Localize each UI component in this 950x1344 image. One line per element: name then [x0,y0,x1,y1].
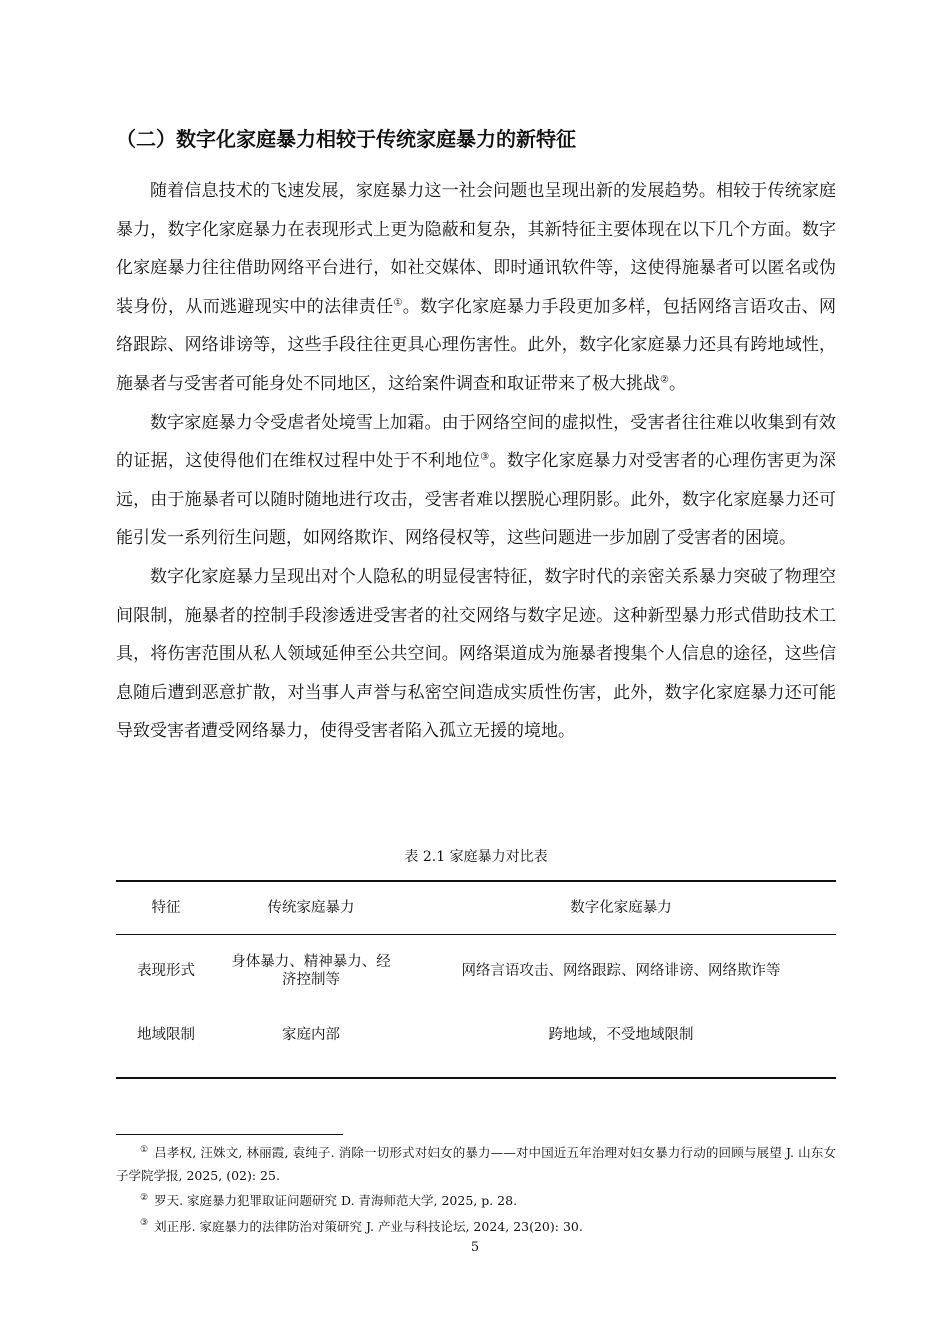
table-caption: 表 2.1 家庭暴力对比表 [404,849,548,865]
footnote-mark: ① [140,1144,149,1155]
paragraph-1 [116,172,836,404]
footnote-mark: ③ [140,1218,149,1229]
paragraph-1-text-c: 。 [668,373,686,394]
comparison-table [116,880,836,1079]
footnote-2 [116,1190,836,1213]
paragraph-1-text-b: 。数字化家庭暴力手段更加多样，包括网络言语攻击、网络跟踪、网络诽谤等，这些手段往往更具心理伤害性。此外，数字化家庭暴力还具有跨地域性，施暴者与受害者可能身处不同地区，这给案件调查和取证带来了极大挑战 [116,296,837,394]
table-row [116,998,836,1078]
footnote-mark: ② [140,1192,149,1203]
paragraph-2 [116,404,836,558]
paragraph-2-text-b: 。数字化家庭暴力对受害者的心理伤害更为深远，由于施暴者可以随时随地进行攻击，受害者难以摆脱心理阴影。此外，数字化家庭暴力还可能引发一系列衍生问题，如网络欺诈、网络侵权等，这些问题进一步加剧了受害者的困境。 [116,451,837,549]
section-heading: （二）数字化家庭暴力相较于传统家庭暴力的新特征 [116,127,576,151]
footnote-text: 刘正彤. 家庭暴力的法律防治对策研究 J. 产业与科技论坛, 2024, 23(20): 30. [154,1218,583,1234]
paragraph-2-text-a: 数字家庭暴力令受虐者处境雪上加霜。由于网络空间的虚拟性，受害者往往难以收集到有效的证据，这使得他们在维权过程中处于不利地位 [116,412,836,472]
table-header-row [116,881,836,934]
footnote-text: 吕孝权, 汪姝文, 林丽霞, 袁纯子. 消除一切形式对妇女的暴力——对中国近五年治理对妇女暴力行动的回顾与展望 J. 山东女子学院学报, 2025, (02): 25. [116,1145,837,1183]
table-cell: 表现形式 [137,963,195,980]
footnotes [116,1142,836,1241]
table-header-cell: 特征 [116,881,216,934]
footnote-ref-1[interactable]: ① [393,297,403,309]
body-text [116,172,836,751]
table-cell: 家庭内部 [216,998,406,1078]
footnote-separator [116,1134,343,1135]
footnote-ref-2[interactable]: ② [660,374,669,386]
footnote-1 [116,1142,836,1187]
page-number: 5 [470,1240,480,1255]
paragraph-3 [116,558,836,751]
table-cell: 跨地域，不受地域限制 [406,998,836,1078]
paragraph-1-text-a: 随着信息技术的飞速发展，家庭暴力这一社会问题也呈现出新的发展趋势。相较于传统家庭暴力，数字化家庭暴力在表现形式上更为隐蔽和复杂，其新特征主要体现在以下几个方面。数字化家庭暴力往往借助网络平台进行，如社交媒体、即时通讯软件等，这使得施暴者可以匿名或伪装身份，从而逃避现实中的法律责任 [116,181,836,317]
footnote-ref-3[interactable]: ③ [480,451,490,463]
table-header-cell: 数字化家庭暴力 [406,881,836,934]
footnote-text: 罗天. 家庭暴力犯罪取证问题研究 D. 青海师范大学, 2025, p. 28. [154,1193,518,1208]
footnote-3 [116,1216,836,1239]
table-cell: 网络言语攻击、网络跟踪、网络诽谤、网络欺诈等 [461,963,781,980]
table-cell: 地域限制 [116,998,216,1078]
table-row [116,934,836,998]
table-header-cell: 传统家庭暴力 [216,881,406,934]
paragraph-3-text: 数字化家庭暴力呈现出对个人隐私的明显侵害特征，数字时代的亲密关系暴力突破了物理空间限制，施暴者的控制手段渗透进受害者的社交网络与数字足迹。这种新型暴力形式借助技术工具，将伤害范围从私人领域延伸至公共空间。网络渠道成为施暴者搜集个人信息的途径，这些信息随后遭到恶意扩散，对当事人声誉与私密空间造成实质性伤害，此外，数字化家庭暴力还可能导致受害者遭受网络暴力，使得受害者陷入孤立无援的境地。 [116,566,836,742]
table-cell: 身体暴力、精神暴力、经济控制等 [231,954,391,989]
